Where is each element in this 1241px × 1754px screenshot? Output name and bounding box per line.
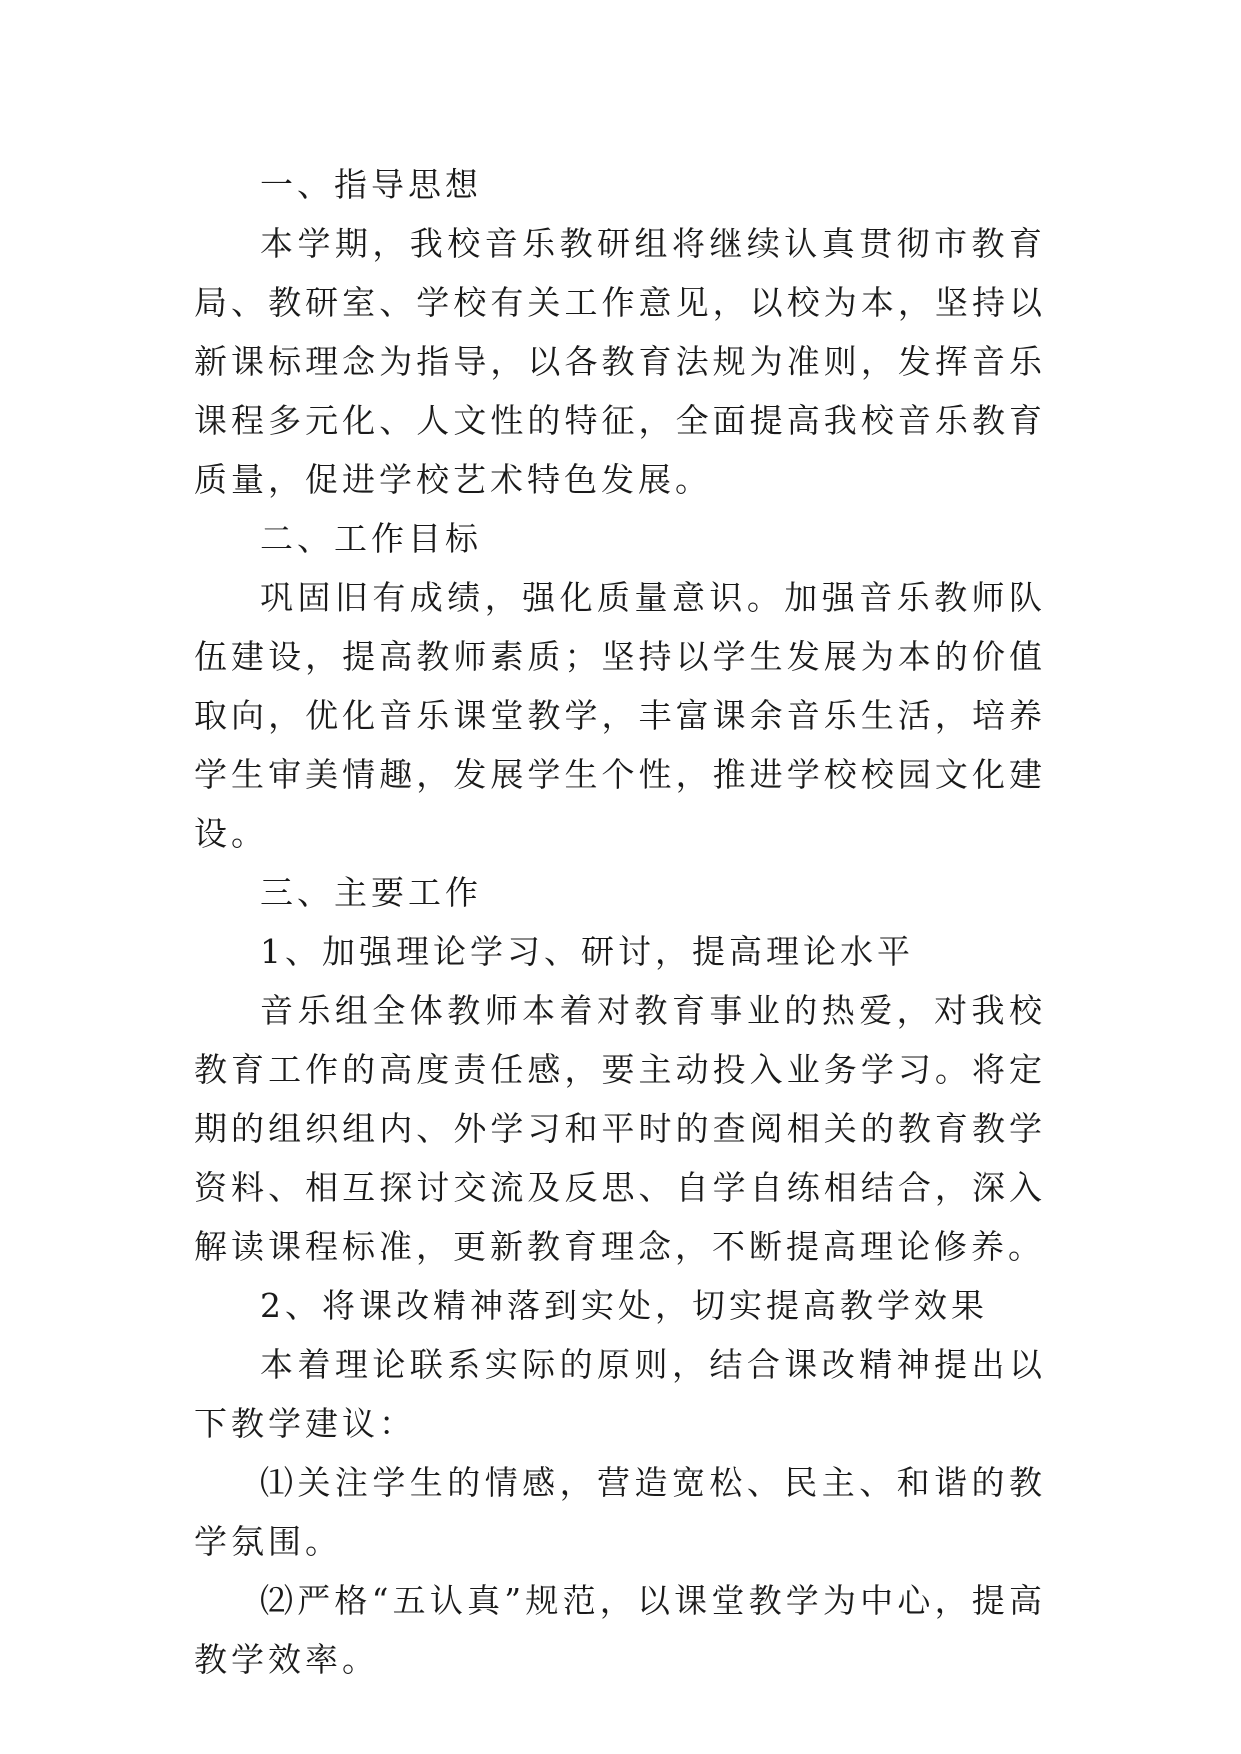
paragraph-work-goals: 巩固旧有成绩，强化质量意识。加强音乐教师队伍建设，提高教师素质；坚持以学生发展为本的价值取向，优化音乐课堂教学，丰富课余音乐生活，培养学生审美情趣，发展学生个性，推进学校校园文化建设。 [194, 578, 1046, 853]
list-item-suggestion-1: ⑴关注学生的情感，营造宽松、民主、和谐的教学氛围。 [194, 1463, 1046, 1561]
subheading-curriculum-reform: 2、将课改精神落到实处，切实提高教学效果 [260, 1286, 988, 1325]
section-heading-main-work: 三、主要工作 [260, 873, 482, 912]
list-item-suggestion-2: ⑵严格“五认真”规范，以课堂教学为中心，提高教学效率。 [194, 1581, 1046, 1679]
subheading-theory-study: 1、加强理论学习、研讨，提高理论水平 [260, 932, 914, 971]
paragraph-guiding-ideology: 本学期，我校音乐教研组将继续认真贯彻市教育局、教研室、学校有关工作意见，以校为本，坚持以新课标理念为指导，以各教育法规为准则，发挥音乐课程多元化、人文性的特征，全面提高我校音乐教育质量，促进学校艺术特色发展。 [194, 224, 1046, 499]
section-heading-guiding-ideology: 一、指导思想 [260, 165, 482, 204]
paragraph-teaching-suggestions: 本着理论联系实际的原则，结合课改精神提出以下教学建议： [194, 1345, 1046, 1443]
section-heading-work-goals: 二、工作目标 [260, 519, 482, 558]
document-body [194, 155, 1046, 1689]
paragraph-theory-study: 音乐组全体教师本着对教育事业的热爱，对我校教育工作的高度责任感，要主动投入业务学习。将定期的组织组内、外学习和平时的查阅相关的教育教学资料、相互探讨交流及反思、自学自练相结合，深入解读课程标准，更新教育理念，不断提高理论修养。 [194, 991, 1046, 1266]
